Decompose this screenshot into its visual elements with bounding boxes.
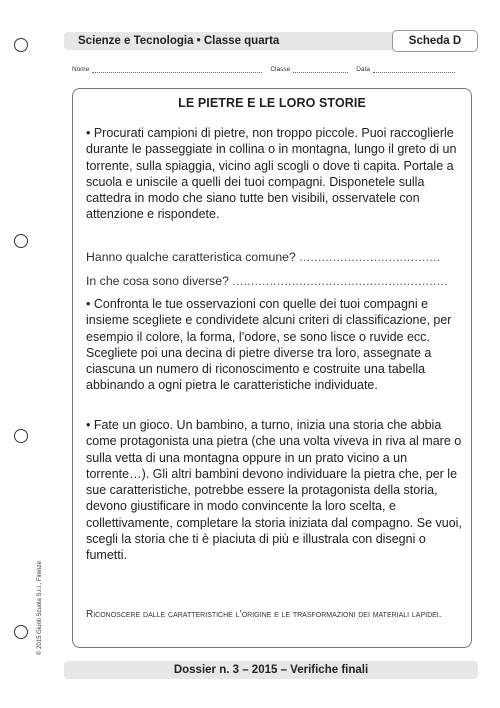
question-text: In che cosa sono diverse?	[86, 274, 229, 288]
learning-objective: Riconoscere dalle caratteristiche l’origine e le trasformazioni dei materiali lapidei.	[86, 609, 442, 620]
paragraph-classification	[86, 296, 466, 394]
name-line[interactable]	[92, 66, 262, 73]
binder-hole	[14, 429, 28, 443]
paragraph-stones-collection	[86, 125, 466, 223]
class-label: Classe	[270, 66, 291, 73]
paragraph-text: • Confronta le tue osservazioni con quelle dei tuoi compagni e insieme scegliete e condividete alcuni criteri di classificazione, per esempio il colore, la forma, l’odore, se sono lisce o ruvide ecc. Scegliete poi una decina di pietre diverse tra loro, assegnate a ciascuna un numero di riconoscimento e costruite una tabella abbinando a ogni pietra le caratteristiche individuate.	[86, 297, 452, 393]
page-title: LE PIETRE E LE LORO STORIE	[178, 96, 366, 110]
copyright-credit: © 2015 Giunti Scuola S.r.l., Firenze	[37, 561, 43, 655]
sheet-badge: Scheda D	[392, 30, 478, 52]
question-differences	[86, 274, 466, 288]
binder-hole	[14, 234, 28, 248]
paragraph-text: • Procurati campioni di pietre, non troppo piccole. Puoi raccoglierle durante le passeggiate in collina o in montagna, lungo il greto di un torrente, sulla spiaggia, vicino agli scogli o dove ti capita. Portale a scuola e uniscile a quelli dei tuoi compagni. Disponetele sulla cattedra in modo che siano tutte ben visibili, osservatele con attenzione e rispondete.	[86, 126, 457, 222]
question-common-features	[86, 250, 466, 264]
class-line[interactable]	[293, 66, 348, 73]
paragraph-story-game	[86, 417, 466, 564]
student-fields	[72, 66, 472, 73]
date-label: Data	[356, 66, 370, 73]
footer-bar: Dossier n. 3 – 2015 – Verifiche finali	[64, 661, 478, 679]
binder-hole	[14, 625, 28, 639]
name-label: Nome	[72, 66, 90, 73]
header-title: Scienze e Tecnologia • Classe quarta	[78, 35, 280, 47]
date-line[interactable]	[373, 66, 455, 73]
answer-line[interactable]: ..........................................................	[232, 274, 448, 288]
paragraph-text: • Fate un gioco. Un bambino, a turno, inizia una storia che abbia come protagonista una pietra (che una volta viveva in riva al mare o sulla vetta di una montagna oppure in un prato vicino a un torrente…). Gli altri bambini devono individuare la pietra che, per le sue caratteristiche, potrebbe essere la protagonista della storia, devono giustificare in modo convincente la loro scelta, e collettivamente, completare la storia iniziata dal compagno. Se vuoi, scegli la storia che ti è piaciuta di più e illustrala con disegni o fumetti.	[86, 418, 462, 563]
binder-hole	[14, 38, 28, 52]
answer-line[interactable]: ......................................	[299, 250, 441, 264]
question-text: Hanno qualche caratteristica comune?	[86, 250, 296, 264]
